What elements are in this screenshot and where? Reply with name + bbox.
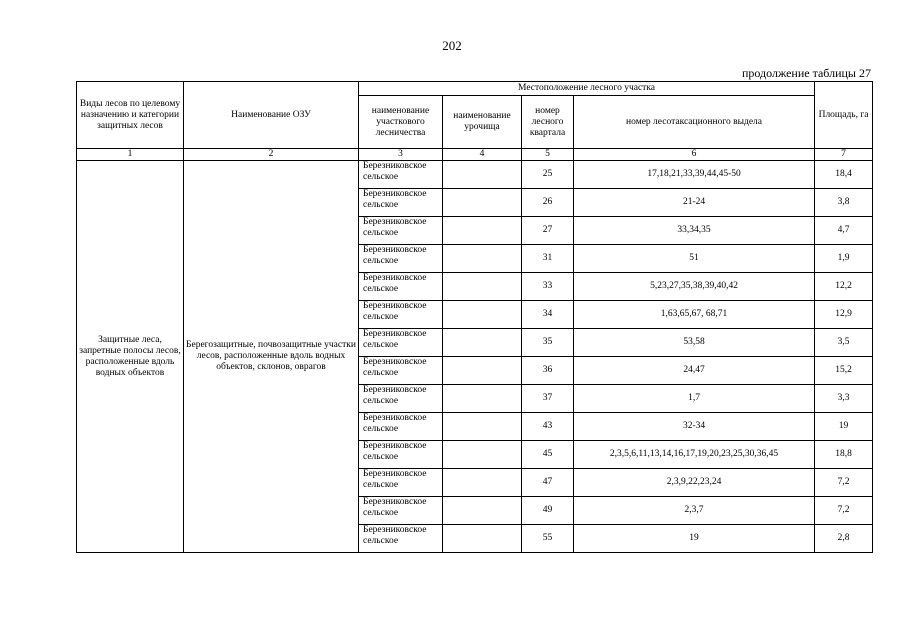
allotment-cell: 51 <box>574 245 815 273</box>
tract-cell <box>443 497 522 525</box>
district-cell: Березниковское сельское <box>359 357 443 385</box>
header-location: Местоположение лесного участка <box>359 82 815 96</box>
district-cell: Березниковское сельское <box>359 189 443 217</box>
area-cell: 19 <box>815 413 873 441</box>
header-forest-type: Виды лесов по целевому назначению и категории защитных лесов <box>77 82 184 149</box>
header-quarter: номер лесного квартала <box>522 96 574 149</box>
allotment-cell: 17,18,21,33,39,44,45-50 <box>574 161 815 189</box>
area-cell: 12,9 <box>815 301 873 329</box>
area-cell: 3,5 <box>815 329 873 357</box>
area-cell: 4,7 <box>815 217 873 245</box>
tract-cell <box>443 161 522 189</box>
header-row-1 <box>77 82 873 96</box>
header-allotment: номер лесотаксационного выдела <box>574 96 815 149</box>
allotment-cell: 24,47 <box>574 357 815 385</box>
district-cell: Березниковское сельское <box>359 273 443 301</box>
tract-cell <box>443 245 522 273</box>
quarter-cell: 49 <box>522 497 574 525</box>
district-cell: Березниковское сельское <box>359 217 443 245</box>
area-cell: 15,2 <box>815 357 873 385</box>
tract-cell <box>443 413 522 441</box>
quarter-cell: 36 <box>522 357 574 385</box>
area-cell: 3,3 <box>815 385 873 413</box>
column-number: 4 <box>443 149 522 161</box>
ozu-name-cell: Берегозащитные, почвозащитные участки лесов, расположенные вдоль водных объектов, склонов, оврагов <box>184 161 359 553</box>
tract-cell <box>443 525 522 553</box>
quarter-cell: 35 <box>522 329 574 357</box>
quarter-cell: 26 <box>522 189 574 217</box>
allotment-cell: 1,7 <box>574 385 815 413</box>
area-cell: 18,4 <box>815 161 873 189</box>
allotment-cell: 19 <box>574 525 815 553</box>
tract-cell <box>443 189 522 217</box>
tract-cell <box>443 385 522 413</box>
tract-cell <box>443 217 522 245</box>
area-cell: 1,9 <box>815 245 873 273</box>
district-cell: Березниковское сельское <box>359 329 443 357</box>
quarter-cell: 31 <box>522 245 574 273</box>
area-cell: 7,2 <box>815 469 873 497</box>
allotment-cell: 2,3,5,6,11,13,14,16,17,19,20,23,25,30,36,45 <box>574 441 815 469</box>
area-cell: 18,8 <box>815 441 873 469</box>
column-number: 5 <box>522 149 574 161</box>
tract-cell <box>443 329 522 357</box>
quarter-cell: 33 <box>522 273 574 301</box>
column-number-row <box>77 149 873 161</box>
page-number: 202 <box>442 38 462 53</box>
tract-cell <box>443 469 522 497</box>
quarter-cell: 27 <box>522 217 574 245</box>
tract-cell <box>443 301 522 329</box>
area-cell: 7,2 <box>815 497 873 525</box>
quarter-cell: 45 <box>522 441 574 469</box>
column-number: 2 <box>184 149 359 161</box>
allotment-cell: 2,3,9,22,23,24 <box>574 469 815 497</box>
quarter-cell: 37 <box>522 385 574 413</box>
allotment-cell: 2,3,7 <box>574 497 815 525</box>
column-number: 3 <box>359 149 443 161</box>
allotment-cell: 5,23,27,35,38,39,40,42 <box>574 273 815 301</box>
district-cell: Березниковское сельское <box>359 301 443 329</box>
allotment-cell: 53,58 <box>574 329 815 357</box>
forest-table <box>76 81 873 553</box>
district-cell: Березниковское сельское <box>359 469 443 497</box>
quarter-cell: 43 <box>522 413 574 441</box>
quarter-cell: 25 <box>522 161 574 189</box>
district-cell: Березниковское сельское <box>359 245 443 273</box>
area-cell: 12,2 <box>815 273 873 301</box>
header-tract: наименование урочища <box>443 96 522 149</box>
forest-type-cell: Защитные леса, запретные полосы лесов, расположенные вдоль водных объектов <box>77 161 184 553</box>
allotment-cell: 1,63,65,67, 68,71 <box>574 301 815 329</box>
column-number: 7 <box>815 149 873 161</box>
table-continuation-note: продолжение таблицы 27 <box>741 66 871 80</box>
column-number: 6 <box>574 149 815 161</box>
quarter-cell: 47 <box>522 469 574 497</box>
area-cell: 2,8 <box>815 525 873 553</box>
header-ozu-name: Наименование ОЗУ <box>184 82 359 149</box>
district-cell: Березниковское сельское <box>359 441 443 469</box>
district-cell: Березниковское сельское <box>359 413 443 441</box>
quarter-cell: 55 <box>522 525 574 553</box>
allotment-cell: 21-24 <box>574 189 815 217</box>
quarter-cell: 34 <box>522 301 574 329</box>
district-cell: Березниковское сельское <box>359 497 443 525</box>
header-area: Площадь, га <box>815 82 873 149</box>
district-cell: Березниковское сельское <box>359 385 443 413</box>
table-row <box>77 161 873 189</box>
area-cell: 3,8 <box>815 189 873 217</box>
district-cell: Березниковское сельское <box>359 525 443 553</box>
header-district: наименование участкового лесничества <box>359 96 443 149</box>
tract-cell <box>443 441 522 469</box>
tract-cell <box>443 273 522 301</box>
column-number: 1 <box>77 149 184 161</box>
tract-cell <box>443 357 522 385</box>
allotment-cell: 33,34,35 <box>574 217 815 245</box>
district-cell: Березниковское сельское <box>359 161 443 189</box>
allotment-cell: 32-34 <box>574 413 815 441</box>
